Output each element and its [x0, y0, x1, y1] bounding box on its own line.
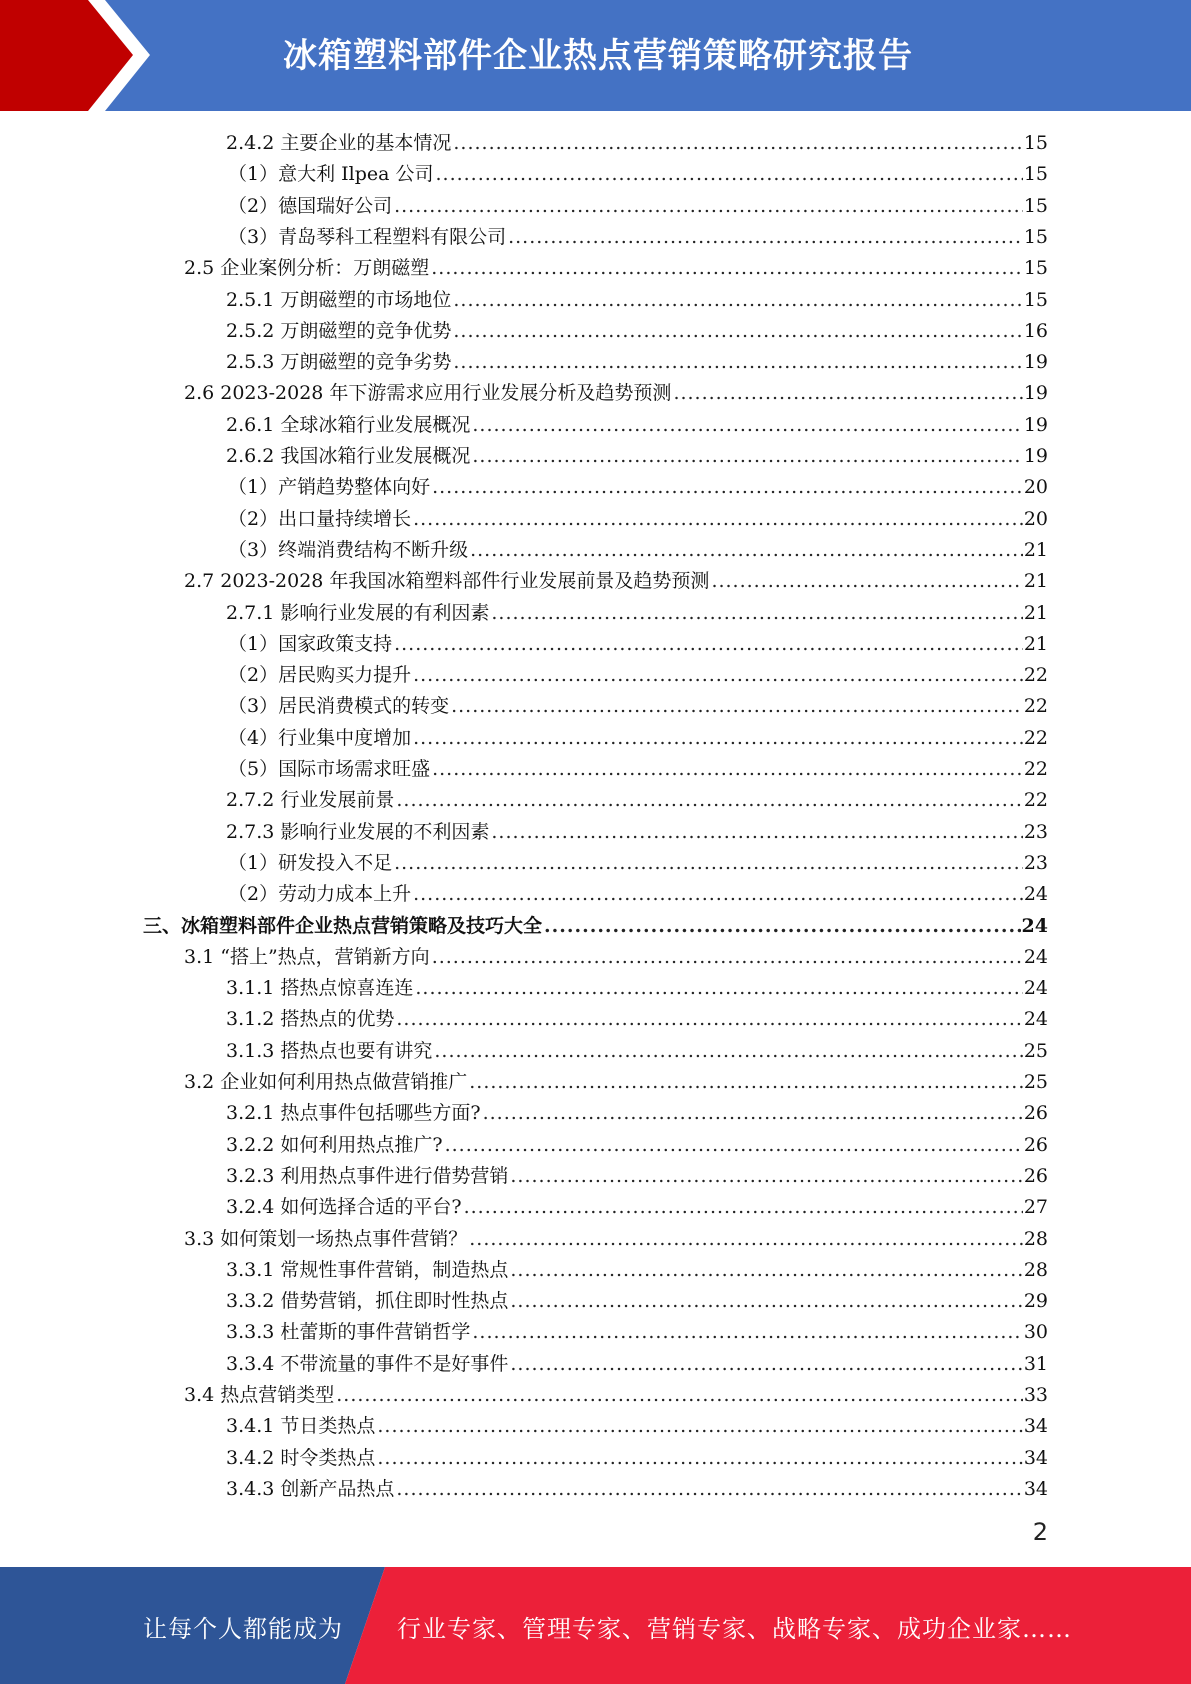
toc-entry[interactable] [226, 1161, 1048, 1192]
toc-entry-page: 15 [1023, 257, 1048, 279]
toc-entry-title: （1）研发投入不足 [228, 852, 393, 874]
toc-entry[interactable] [226, 1317, 1048, 1348]
toc-entry-title: 3.2.3 利用热点事件进行借势营销 [226, 1165, 509, 1187]
toc-dot-leader [413, 727, 1023, 749]
toc-entry-title: 2.5.2 万朗磁塑的竞争优势 [226, 320, 452, 342]
toc-dot-leader [510, 1353, 1022, 1375]
toc-dot-leader [472, 414, 1022, 436]
toc-entry-title: 3.4.2 时令类热点 [226, 1447, 376, 1469]
toc-entry-title: （3）终端消费结构不断升级 [228, 539, 469, 561]
toc-entry[interactable] [226, 817, 1048, 848]
toc-entry-title: 3.2.2 如何利用热点推广? [226, 1134, 443, 1156]
toc-entry-page: 23 [1023, 821, 1048, 843]
toc-entry-page: 28 [1023, 1259, 1048, 1281]
toc-entry-page: 28 [1023, 1228, 1048, 1250]
toc-entry-title: 2.6.2 我国冰箱行业发展概况 [226, 445, 471, 467]
toc-dot-leader [453, 351, 1022, 373]
toc-entry-page: 31 [1023, 1353, 1048, 1375]
toc-dot-leader [464, 1196, 1023, 1218]
toc-entry-page: 22 [1023, 664, 1048, 686]
toc-entry[interactable] [226, 1474, 1048, 1505]
toc-entry[interactable] [226, 1192, 1048, 1223]
toc-entry-page: 20 [1023, 508, 1048, 530]
toc-entry[interactable] [143, 911, 1048, 942]
toc-dot-leader [469, 1071, 1023, 1093]
toc-dot-leader [435, 163, 1022, 185]
toc-dot-leader [510, 1165, 1022, 1187]
toc-entry[interactable] [228, 691, 1048, 722]
toc-dot-leader [394, 633, 1023, 655]
toc-entry[interactable] [228, 222, 1048, 253]
toc-entry[interactable] [228, 629, 1048, 660]
toc-entry-page: 19 [1023, 351, 1048, 373]
toc-dot-leader [491, 602, 1022, 624]
toc-dot-leader [453, 320, 1022, 342]
toc-entry-title: 3.2.4 如何选择合适的平台? [226, 1196, 462, 1218]
toc-entry[interactable] [226, 1286, 1048, 1317]
report-title: 冰箱塑料部件企业热点营销策略研究报告 [283, 36, 913, 76]
footer-slogan-right: 行业专家、管理专家、营销专家、战略专家、成功企业家…… [397, 1615, 1072, 1643]
toc-dot-leader [451, 695, 1023, 717]
toc-entry-title: 3.1.1 搭热点惊喜连连 [226, 977, 414, 999]
toc-entry-title: 3.4.3 创新产品热点 [226, 1478, 395, 1500]
toc-entry-page: 25 [1023, 1040, 1048, 1062]
toc-entry-title: （3）青岛琴科工程塑料有限公司 [228, 226, 507, 248]
toc-entry-page: 33 [1023, 1384, 1048, 1406]
toc-entry-page: 20 [1023, 476, 1048, 498]
toc-entry-title: 3.3.4 不带流量的事件不是好事件 [226, 1353, 509, 1375]
toc-dot-leader [432, 758, 1023, 780]
toc-entry[interactable] [228, 504, 1048, 535]
toc-entry-title: （2）德国瑞好公司 [228, 195, 393, 217]
toc-entry[interactable] [228, 754, 1048, 785]
toc-entry-page: 23 [1023, 852, 1048, 874]
toc-entry[interactable] [226, 316, 1048, 347]
toc-dot-leader [434, 1040, 1022, 1062]
toc-entry[interactable] [226, 1411, 1048, 1442]
toc-entry[interactable] [226, 410, 1048, 441]
toc-entry-page: 22 [1023, 758, 1048, 780]
toc-entry[interactable] [228, 159, 1048, 190]
toc-entry[interactable] [184, 942, 1048, 973]
toc-dot-leader [396, 1008, 1022, 1030]
toc-entry-page: 27 [1023, 1196, 1048, 1218]
toc-entry-title: （2）居民购买力提升 [228, 664, 412, 686]
toc-entry[interactable] [228, 535, 1048, 566]
toc-entry[interactable] [228, 472, 1048, 503]
toc-dot-leader [483, 1102, 1023, 1124]
toc-entry-title: 三、冰箱塑料部件企业热点营销策略及技巧大全 [143, 915, 543, 937]
toc-entry[interactable] [226, 347, 1048, 378]
toc-entry[interactable] [228, 848, 1048, 879]
toc-entry-title: （4）行业集中度增加 [228, 727, 412, 749]
toc-entry-page: 22 [1023, 727, 1048, 749]
toc-dot-leader [453, 132, 1022, 154]
toc-entry-page: 26 [1023, 1102, 1048, 1124]
toc-entry-title: （2）劳动力成本上升 [228, 883, 412, 905]
toc-entry-page: 24 [1023, 883, 1048, 905]
toc-entry[interactable] [228, 879, 1048, 910]
toc-entry[interactable] [226, 285, 1048, 316]
toc-entry-page: 26 [1023, 1134, 1048, 1156]
toc-entry-page: 21 [1023, 539, 1048, 561]
toc-entry[interactable] [226, 1098, 1048, 1129]
toc-entry-page: 16 [1023, 320, 1048, 342]
toc-dot-leader [396, 789, 1022, 811]
toc-entry[interactable] [226, 1255, 1048, 1286]
toc-entry-page: 21 [1023, 602, 1048, 624]
toc-dot-leader [394, 852, 1023, 874]
toc-dot-leader [472, 445, 1022, 467]
toc-entry-title: 2.5 企业案例分析：万朗磁塑 [184, 257, 430, 279]
footer-slogan-left: 让每个人都能成为 [143, 1615, 343, 1643]
toc-entry[interactable] [226, 1004, 1048, 1035]
toc-entry[interactable] [184, 1067, 1048, 1098]
toc-entry[interactable] [184, 1224, 1048, 1255]
toc-entry-title: 3.3.3 杜蕾斯的事件营销哲学 [226, 1321, 471, 1343]
toc-dot-leader [469, 1228, 1023, 1250]
toc-entry-title: 2.7 2023-2028 年我国冰箱塑料部件行业发展前景及趋势预测 [184, 570, 710, 592]
toc-dot-leader [396, 1478, 1022, 1500]
toc-entry-page: 15 [1023, 289, 1048, 311]
toc-entry[interactable] [184, 566, 1048, 597]
toc-dot-leader [336, 1384, 1023, 1406]
toc-entry[interactable] [226, 1036, 1048, 1067]
toc-dot-leader [413, 664, 1023, 686]
toc-entry-title: （1）意大利 Ilpea 公司 [228, 163, 434, 185]
toc-entry-title: 2.7.1 影响行业发展的有利因素 [226, 602, 490, 624]
page-footer [0, 1567, 1191, 1684]
toc-dot-leader [510, 1259, 1022, 1281]
toc-entry-page: 34 [1023, 1447, 1048, 1469]
toc-entry[interactable] [226, 973, 1048, 1004]
toc-dot-leader [377, 1447, 1022, 1469]
toc-entry-page: 19 [1023, 414, 1048, 436]
toc-dot-leader [491, 821, 1022, 843]
toc-entry-title: 3.3.1 常规性事件营销，制造热点 [226, 1259, 509, 1281]
toc-entry-page: 15 [1023, 163, 1048, 185]
toc-dot-leader [415, 977, 1022, 999]
toc-dot-leader [413, 883, 1023, 905]
toc-entry-title: 2.4.2 主要企业的基本情况 [226, 132, 452, 154]
toc-entry[interactable] [228, 660, 1048, 691]
toc-dot-leader [508, 226, 1023, 248]
toc-entry-page: 19 [1023, 382, 1048, 404]
toc-entry-title: （1）产销趋势整体向好 [228, 476, 431, 498]
toc-dot-leader [472, 1321, 1022, 1343]
toc-entry[interactable] [184, 253, 1048, 284]
toc-dot-leader [470, 539, 1023, 561]
toc-entry[interactable] [226, 1130, 1048, 1161]
toc-entry-title: 3.4.1 节日类热点 [226, 1415, 376, 1437]
toc-entry-title: 3.1.2 搭热点的优势 [226, 1008, 395, 1030]
toc-entry[interactable] [226, 1349, 1048, 1380]
toc-entry-title: 3.4 热点营销类型 [184, 1384, 335, 1406]
toc-entry-title: 2.5.1 万朗磁塑的市场地位 [226, 289, 452, 311]
toc-entry-title: 2.7.2 行业发展前景 [226, 789, 395, 811]
toc-dot-leader [431, 257, 1023, 279]
toc-entry[interactable] [226, 128, 1048, 159]
toc-entry-title: （3）居民消费模式的转变 [228, 695, 450, 717]
toc-entry-title: （1）国家政策支持 [228, 633, 393, 655]
page-header [0, 0, 1191, 111]
toc-entry[interactable] [226, 785, 1048, 816]
toc-entry[interactable] [228, 723, 1048, 754]
toc-entry-page: 25 [1023, 1071, 1048, 1093]
toc-entry-title: 2.6.1 全球冰箱行业发展概况 [226, 414, 471, 436]
toc-dot-leader [711, 570, 1022, 592]
toc-entry-page: 19 [1023, 445, 1048, 467]
toc-entry-title: 2.5.3 万朗磁塑的竞争劣势 [226, 351, 452, 373]
toc-entry-page: 21 [1023, 633, 1048, 655]
toc-entry-page: 24 [1021, 915, 1048, 937]
toc-entry-title: 2.7.3 影响行业发展的不利因素 [226, 821, 490, 843]
toc-entry-page: 15 [1023, 132, 1048, 154]
toc-dot-leader [432, 476, 1023, 498]
toc-dot-leader [453, 289, 1022, 311]
toc-dot-leader [445, 1134, 1023, 1156]
toc-entry[interactable] [226, 441, 1048, 472]
toc-dot-leader [413, 508, 1023, 530]
toc-entry-title: （2）出口量持续增长 [228, 508, 412, 530]
toc-dot-leader [673, 382, 1022, 404]
toc-entry-title: 3.1.3 搭热点也要有讲究 [226, 1040, 433, 1062]
toc-entry-page: 30 [1023, 1321, 1048, 1343]
page-number: 2 [1032, 1518, 1048, 1546]
toc-entry-page: 34 [1023, 1478, 1048, 1500]
toc-dot-leader [544, 915, 1021, 937]
toc-entry-page: 15 [1023, 195, 1048, 217]
toc-entry-page: 22 [1023, 695, 1048, 717]
toc-entry-title: 3.2 企业如何利用热点做营销推广 [184, 1071, 468, 1093]
toc-entry[interactable] [228, 191, 1048, 222]
toc-entry-title: 3.2.1 热点事件包括哪些方面? [226, 1102, 481, 1124]
toc-entry[interactable] [226, 1443, 1048, 1474]
toc-dot-leader [510, 1290, 1022, 1312]
toc-entry-page: 24 [1023, 1008, 1048, 1030]
toc-entry-title: 3.3 如何策划一场热点事件营销？ [184, 1228, 468, 1250]
toc-entry[interactable] [184, 378, 1048, 409]
toc-dot-leader [377, 1415, 1022, 1437]
toc-entry-page: 21 [1023, 570, 1048, 592]
toc-entry[interactable] [226, 598, 1048, 629]
toc-entry-page: 34 [1023, 1415, 1048, 1437]
toc-entry-page: 15 [1023, 226, 1048, 248]
toc-entry-title: （5）国际市场需求旺盛 [228, 758, 431, 780]
toc-dot-leader [432, 946, 1023, 968]
toc-entry-title: 3.1 “搭上”热点，营销新方向 [184, 946, 430, 968]
toc-entry-title: 2.6 2023-2028 年下游需求应用行业发展分析及趋势预测 [184, 382, 672, 404]
toc-entry-page: 24 [1023, 977, 1048, 999]
toc-dot-leader [394, 195, 1023, 217]
toc-entry-title: 3.3.2 借势营销，抓住即时性热点 [226, 1290, 509, 1312]
toc-entry[interactable] [184, 1380, 1048, 1411]
toc-entry-page: 29 [1023, 1290, 1048, 1312]
toc-entry-page: 24 [1023, 946, 1048, 968]
toc-entry-page: 26 [1023, 1165, 1048, 1187]
toc-entry-page: 22 [1023, 789, 1048, 811]
